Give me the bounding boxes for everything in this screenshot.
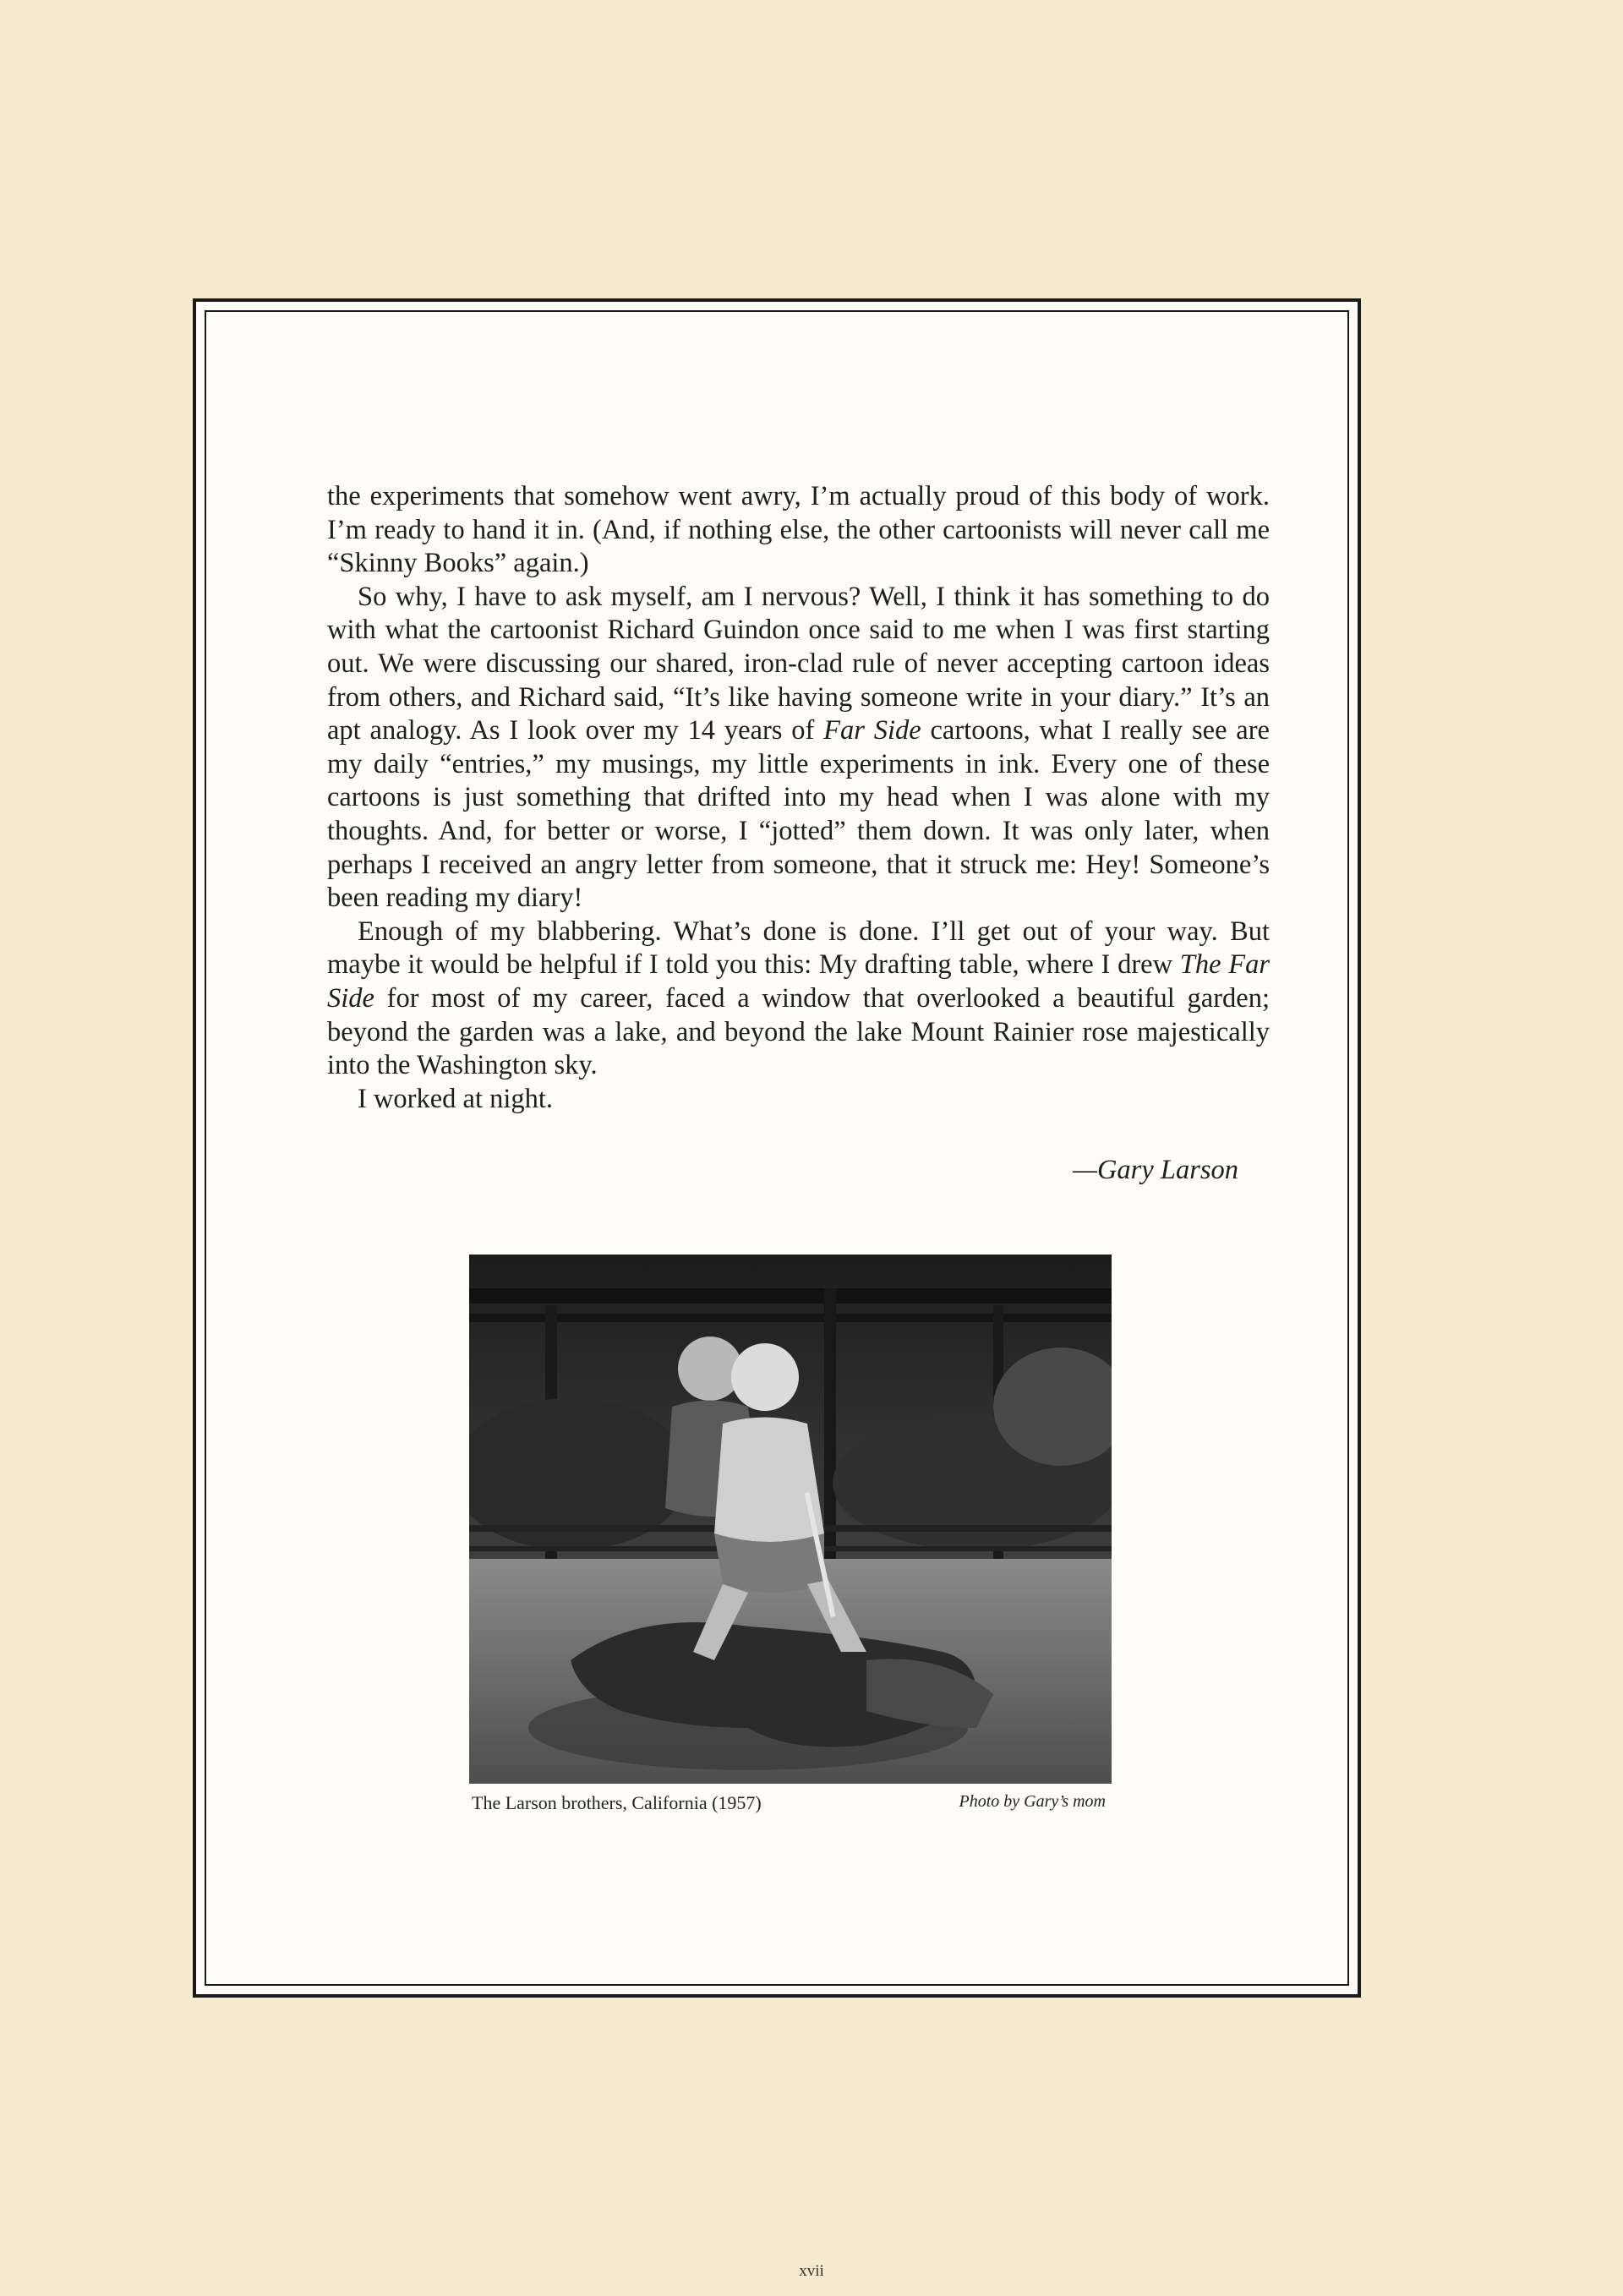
- page-number: xvii: [799, 2262, 824, 2280]
- photo-image: [469, 1255, 1112, 1784]
- larson-brothers-photo: [469, 1255, 1112, 1784]
- essay-body: [327, 480, 1270, 1116]
- photo-caption: The Larson brothers, California (1957): [472, 1792, 762, 1813]
- author-signature: —Gary Larson: [1073, 1155, 1238, 1185]
- paragraph-3: [327, 916, 1270, 1083]
- paragraph-2: [327, 581, 1270, 916]
- paragraph-1: the experiments that somehow went awry, I’m actually proud of this body of work. I’m ready to hand it in. (And, if nothing else, the other cartoonists will never call me “Skinny Books” again.): [327, 481, 1270, 579]
- paragraph-4: I worked at night.: [358, 1083, 554, 1114]
- paragraph-3-title: The Far Side: [327, 949, 1271, 1014]
- paragraph-2-lead: So why, I have to ask myself, am I nervous? Well, I think it has something to do with what the cartoonist Richard Guindon once said to me when I was first starting out. We were discussing our shared, iron-clad rule of never accepting cartoon ideas from others, and Richard said, “It’s like having someone write in your diary.” It’s an apt analogy. As I look over my 14 years of: [327, 581, 1270, 746]
- paragraph-2-title: Far Side: [823, 715, 921, 746]
- photo-credit: Photo by Gary’s mom: [959, 1792, 1106, 1811]
- paragraph-3-rest: for most of my career, faced a window that overlooked a beautiful garden; beyond the garden was a lake, and beyond the lake Mount Rainier rose majestically into the Washington sky.: [327, 982, 1270, 1081]
- paragraph-2-rest: cartoons, what I really see are my daily “entries,” my musings, my little experiments in ink. Every one of these cartoons is just something that drifted into my head when I was alone with my thoughts. And, for better or worse, I “jotted” them down. It was only later, when perhaps I received an angry letter from someone, that it struck me: Hey! Someone’s been reading my diary!: [327, 715, 1270, 914]
- paragraph-3-lead: Enough of my blabbering. What’s done is done. I’ll get out of your way. But maybe it would be helpful if I told you this: My drafting table, where I drew: [327, 916, 1270, 981]
